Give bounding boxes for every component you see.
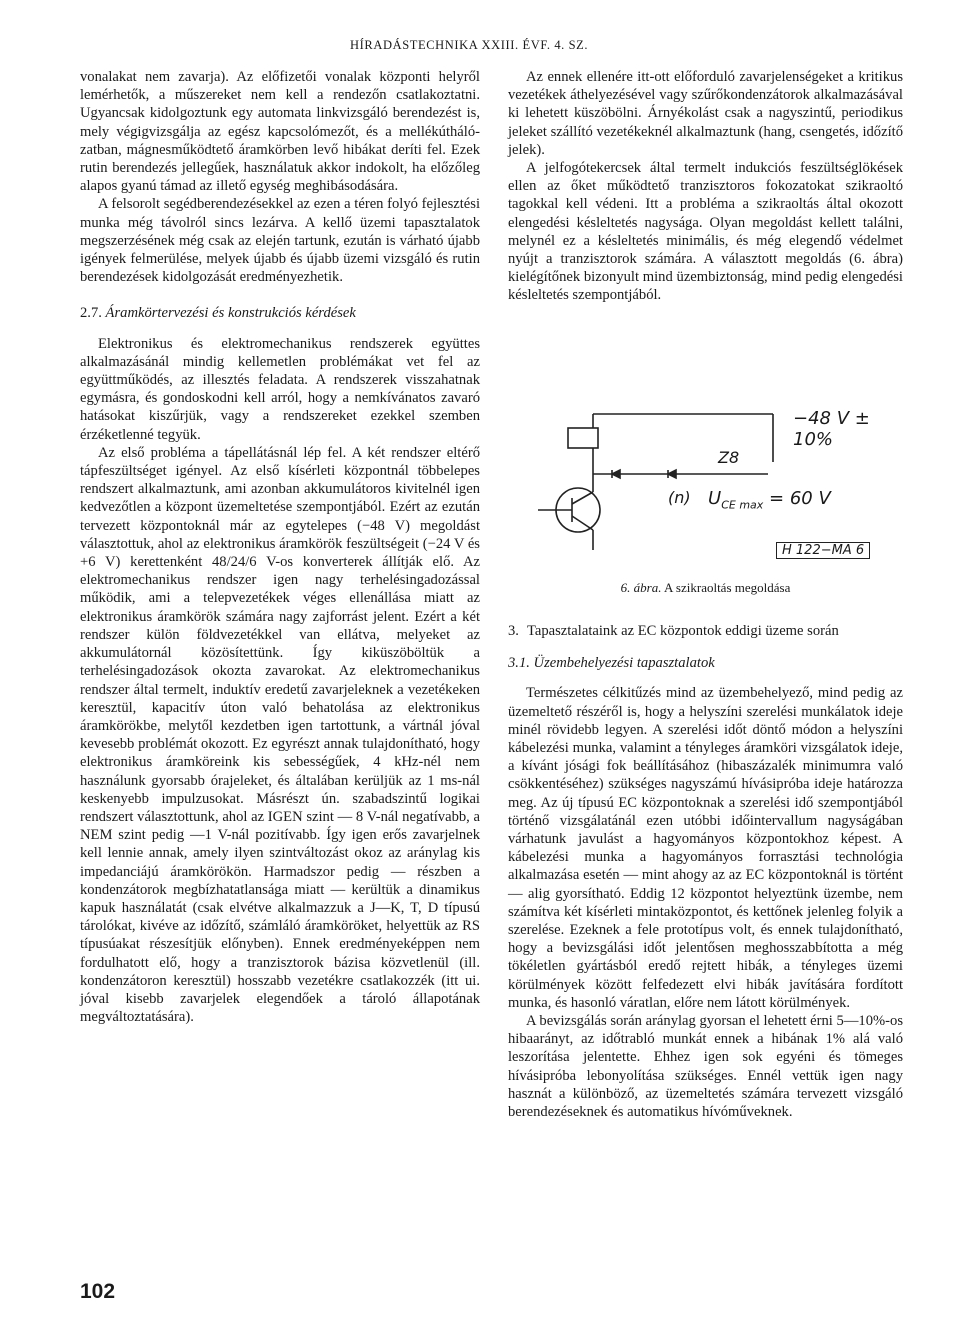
section-number: 2.7. [80, 305, 102, 322]
section-3 [508, 622, 903, 1121]
paragraph: A jelfogótekercsek által termelt indukciós feszültséglökések ellen az őket működtető tranzisztoros fokozatokat szikraoltó tagokkal kell védeni. Itt a probléma a szikraoltás által okozott elengedési késleltetés nagysága. Olyan megoldást kellett találni, melynél ez a késleltetés minimális, és még elegendő védelmet nyújt a tranzisztorok számára. A választott megoldás (6. ábra) kielégítőnek bizonyult mind üzembiztonság, mind pedig elengedési késleltetés szempontjából. [508, 160, 903, 304]
paragraph: vonalakat nem zavarja). Az előfizetői vonalak központi helyről lemérhetők, a műszereket nem kell a rendezőn csatlakoztatni. Ugyancsak kidolgoztunk egy automata linkvizsgáló berendezést is, mely végigvizsgálja az egész kapcsolómezőt, és a mellékútháló-zatban, mágnesműködtető áramkörben levő hibákat deríti fel. Ezek rutin berendezés jellegűek, használatuk akkor indokolt, ha előzőleg alapos gyanú támad az illető egység meghibásodására. [80, 69, 480, 195]
page-number: 102 [80, 1280, 116, 1303]
caption-text: A szikraoltás megoldása [664, 580, 791, 595]
right-column [508, 68, 903, 305]
paragraph: A bevizsgálás során aránylag gyorsan el lehetett érni 5—10%-os hibaarányt, az időtrabló munkát ennek a hibának 1% alá való leszorítása jelentette. Ehhez igen sok egyéni és tömeges hívásipróba lebonyolítása szükséges. Ennél vettük igen nagy hasznát a különböző, az üzemeltetés számára tervezett vizsgáló berendezéseknek és automatikus hívóműveknek. [508, 1013, 903, 1121]
uce-symbol: U [708, 488, 722, 509]
section-number: 3. [508, 623, 519, 639]
paragraph: Elektronikus és elektromechanikus rendszerek együttes alkalmazásánál mindig kellemetlen problémákat vet fel az együttműködés, az illesztés feladata. A rendszerek visszahatnak egymásra, és gondoskodni kell arról, hogy a nemkívánatos zavaró hatásokat kiszűrjük, vagy a rendszereket ezekkel szemben érzéketlenné tegyük. [80, 335, 480, 443]
figure-caption [508, 580, 903, 596]
section-title: Tapasztalataink az EC központok eddigi üzeme során [526, 623, 839, 639]
zener-label: Z8 [718, 448, 740, 467]
uce-subscript: CE max [721, 498, 764, 512]
subsection-heading [508, 654, 903, 672]
uce-label [708, 488, 831, 512]
section-heading [508, 622, 903, 640]
n-label: (n) [668, 488, 691, 507]
left-column [80, 68, 480, 1026]
caption-number: 6. ábra. [620, 580, 662, 595]
running-header: HÍRADÁSTECHNIKA XXIII. ÉVF. 4. SZ. [350, 38, 589, 52]
subsection-title: Üzembehelyezési tapasztalatok [533, 655, 715, 672]
subsection-number: 3.1. [508, 655, 530, 672]
section-heading [80, 304, 480, 322]
uce-value: = 60 V [769, 488, 831, 509]
figure-code: H 122−MA 6 [776, 542, 870, 559]
voltage-label: −48 V ± 10% [793, 408, 870, 450]
paragraph: A felsorolt segédberendezésekkel az ezen a téren folyó fejlesztési munka még távolról sincs lezárva. A kellő üzemi tapasztalatok megszerzésének még csak az elején tartunk, ezután is várható újabb igények felmerülése, melyek újabb és újabb üzemi vizsgáló és rutin berendezések kidolgozását eredményezhetik. [80, 196, 480, 286]
paragraph: Az első probléma a tápellátásnál lép fel. A két rendszer eltérő tápfeszültséget igényel. Az első kísérleti központnál többelepes rendszert alkalmaztunk, ami azonban akkumulátoros kivitelnél igen kedvezőtlen a központ üzemeltetése szempontjából. Ezért az ezután tervezett központoknál már az egytelepes (−48 V) megoldást választottuk, ahol az elektronikus áramkörök feszültségeit (−24 V és +6 V) kerettenként 48/24/6 V-os konverterek állítják elő. Az elektromechanikus rendszer igen nagy terhelésingadozással működik, ami a telepvezetékek véges ellenállása miatt az elektronikus áramkörök számára nagy zajforrást jelent. Ezért a két rendszer külön földvezetékkel van ellátva, melyeket az akkumulátornál közösítettünk. Így kiküszöböltük a terhelésingadozások okozta zavarokat. Az elektromechanikus rendszer által termelt, induktív eredetű zavarjeleknek a vezetékeken keresztül, kapacitív úton való behatolása az elektronikus áramkörökbe, melytől kezdetben igen tartottunk, a vártnál jóval kevesebb problémát okozott. Ez egyrészt annak tulajdonítható, hogy elektronikus áramköreink kis sebességűek, 4 kHz-nél nem használunk gyorsabb órajeleket, és általában kerüljük az 1 ms-nál keskenyebb impulzusokat. Másrészt ún. szabadszintű logikai rendszert választottunk, ahol az IGEN szint — 8 V-nál negatívabb, a NEM szint pedig —1 V-nál pozitívabb. Így igen erős zavarjelnek kell lennie annak, amely ilyen szintváltozást okoz az aránylag kis impedanciájú áramkörökön. Harmadszor pedig — részben a kondenzátorok megbízhatatlansága miatt — kerültük a dinamikus kapuk használatát (csak elvétve alkalmazzuk a J—K, T, D típusú tárolókat, kivéve az időzítő, számláló áramköröket, helyettük az RS típusúakat részesítjük előnyben). Ennek eredményeképpen nem fordulhatott elő, hogy a tranzisztorok bázisa közvetlenül (ill. kondenzátoron keresztül) hosszabb vezetékre csatlakozzék (itt ui. jóval kisebb zavarjelek elegendőek a tároló állapotának megváltoztatására). [80, 444, 480, 1026]
section-title: Áramkörtervezési és konstrukciós kérdések [105, 305, 356, 322]
circuit-figure [508, 400, 903, 600]
paragraph: Természetes célkitűzés mind az üzembehelyező, mind pedig az üzemeltető részéről is, hogy a helyszíni szerelési munkálatok ideje minél rövidebb legyen. A szerelési időt döntő módon a helyszíni kábelezési munka, valamint a tényleges áramköri vizsgálatok ideje, a kívánt jósági fok beállításához (hibaszázalék minimumra való csökkentéséhez) szükséges nagyszámú hívásipróba ideje határozza meg. Az új típusú EC központoknak a szerelési idő szempontjából történő vizsgálatánál ezen utóbbi időintervallum nagyságában várhatunk javulást a hagyományos központokhoz képest. A kábelezési munka a hagyományos forrasztási technológia alkalmazása esetén — mint ahogy az az EC központoknál is történt — alig gyorsítható. Eddig 12 központot helyeztünk üzembe, nem számítva két kísérleti mintaközpontot, és kettőnek jelenleg folyik a szerelése. Ezeknek a fele prototípus volt, és ennek tulajdonítható, hogy a bevizsgálási időt jelentősen meghosszabbította a még tökéletlen gyártásból eredő rejtett hibák, a tényleges üzemi körülmények között felfedezett elvi hibák javítására fordított munka, és hasonló váratlan, előre nem látott körülmények. [508, 685, 903, 1011]
paragraph: Az ennek ellenére itt-ott előforduló zavarjelenségeket a kritikus vezetékek áthelyezésével vagy szűrőkondenzátorok alkalmazásával ki lehetett küszöbölni. Árnyékolást csak a nagyszintű, periodikus jeleket szállító vezetékeknél alkalmaztunk (hang, csengetés, időzítő jelek). [508, 69, 903, 158]
